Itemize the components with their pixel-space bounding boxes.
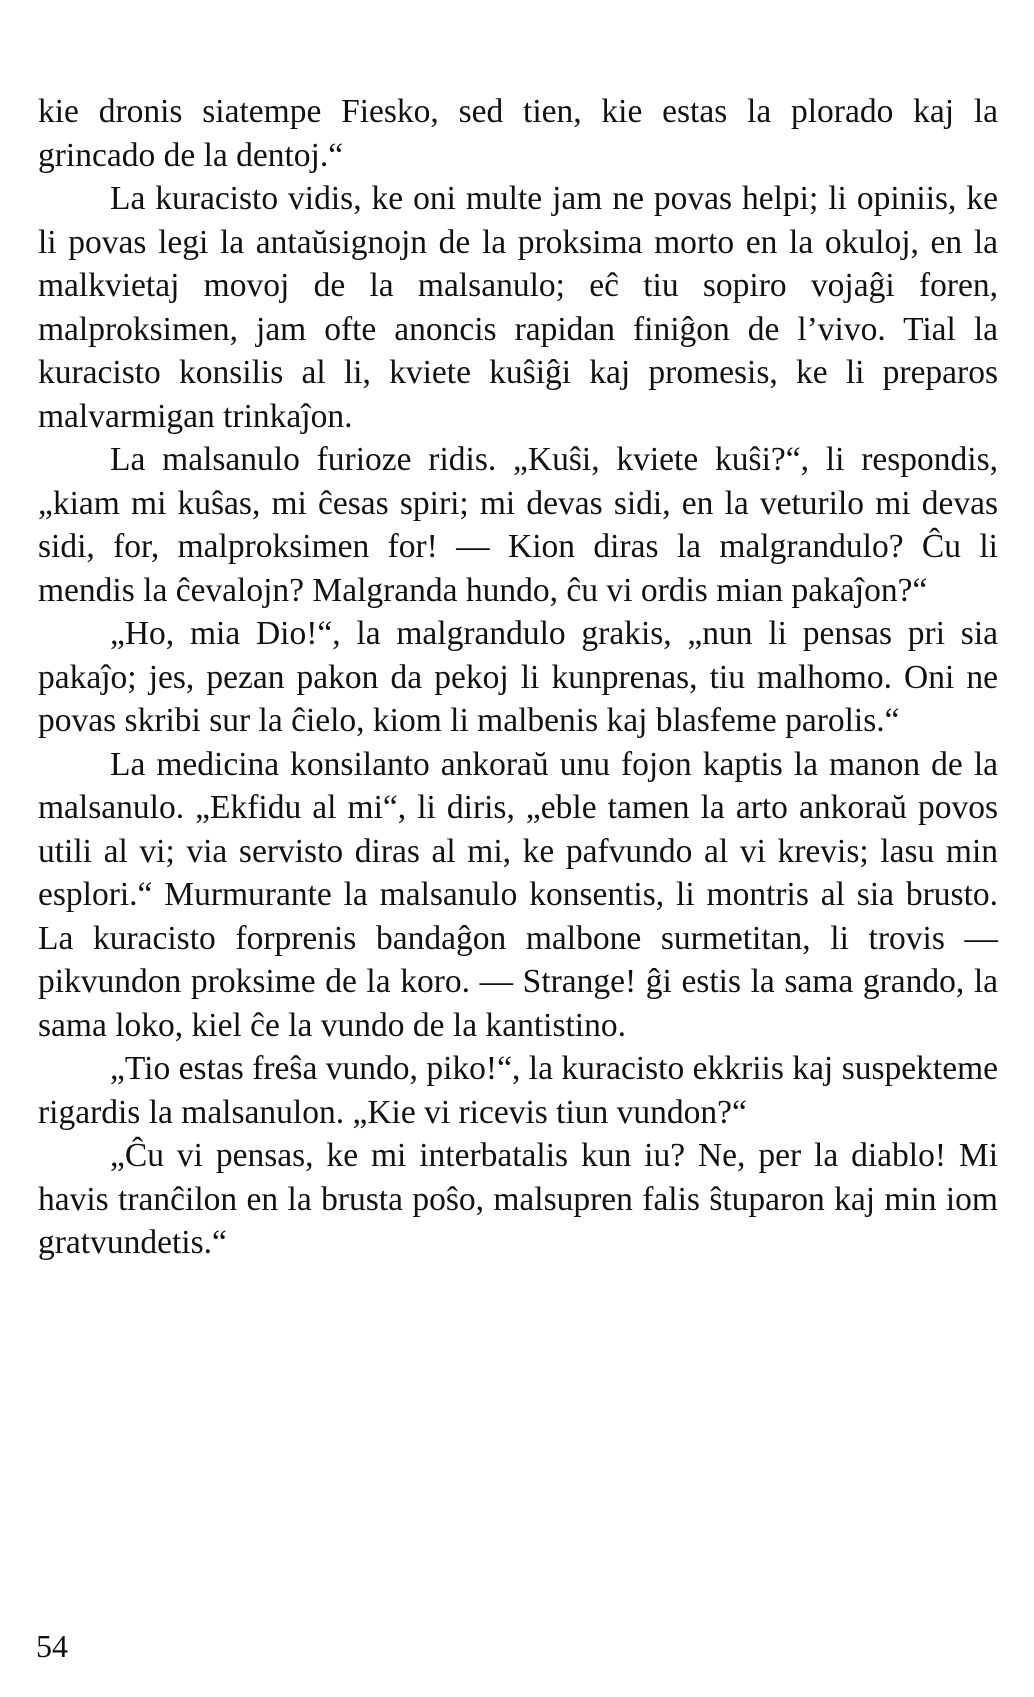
paragraph-7: „Ĉu vi pensas, ke mi interbatalis kun iu? Ne, per la diablo! Mi havis tranĉilon en la brusta poŝo, malsupren falis ŝtuparon kaj min iom gratvundetis.“ [38,1137,998,1261]
page-text [38,90,998,1265]
page-number: 54 [36,1628,68,1664]
paragraph-1: kie dronis siatempe Fiesko, sed tien, kie estas la plorado kaj la grincado de la dentoj.“ [38,93,998,174]
paragraph-4: „Ho, mia Dio!“, la malgrandulo grakis, „nun li pensas pri sia pakaĵo; jes, pezan pakon da pekoj li kunprenas, tiu malhomo. Oni ne povas skribi sur la ĉielo, kiom li malbenis kaj blasfeme parolis.“ [38,615,998,739]
paragraph-5: La medicina konsilanto ankoraŭ unu fojon kaptis la manon de la malsanulo. „Ekfidu al mi“, li diris, „eble tamen la arto ankoraŭ povos utili al vi; via servisto diras al mi, ke pafvundo al vi krevis; lasu min esplori.“ Murmurante la malsanulo konsentis, li montris al sia brusto. La kuracisto forprenis bandaĝon malbone surmetitan, li trovis — pikvundon proksime de la koro. — Strange! ĝi estis la sama grando, la sama loko, kiel ĉe la vundo de la kantistino. [38,745,998,1044]
paragraph-3: La malsanulo furioze ridis. „Kuŝi, kviete kuŝi?“, li respondis, „kiam mi kuŝas, mi ĉesas spiri; mi devas sidi, en la veturilo mi devas sidi, for, malproksimen for! — Kion diras la malgrandulo? Ĉu li mendis la ĉevalojn? Malgranda hundo, ĉu vi ordis mian pakaĵon?“ [38,441,998,609]
paragraph-6: „Tio estas freŝa vundo, piko!“, la kuracisto ekkriis kaj suspekteme rigardis la malsanulon. „Kie vi ricevis tiun vundon?“ [38,1050,998,1131]
paragraph-2: La kuracisto vidis, ke oni multe jam ne povas helpi; li opiniis, ke li povas legi la antaŭsignojn de la proksima morto en la okuloj, en la malkvietaj movoj de la malsanulo; eĉ tiu sopiro vojaĝi foren, malproksimen, jam ofte anoncis rapidan finiĝon de l’vivo. Tial la kuracisto konsilis al li, kviete kuŝiĝi kaj promesis, ke li preparos malvarmigan trinkaĵon. [38,180,998,435]
